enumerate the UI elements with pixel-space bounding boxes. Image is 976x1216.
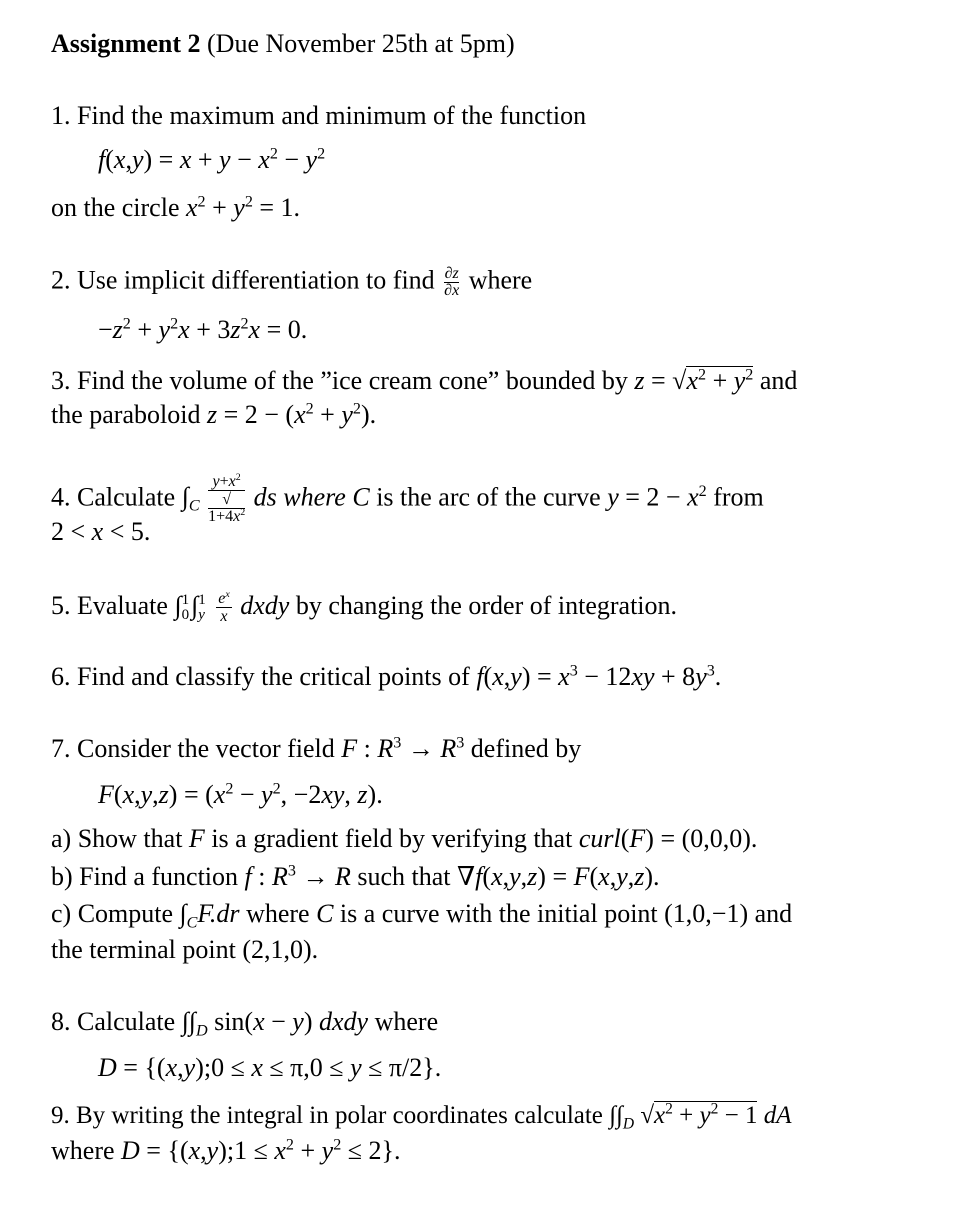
assignment-title: [51, 31, 515, 57]
q7-field: $F(x,y,z) = (x^2 - y^2$, −2xy, z).: [98, 780, 383, 809]
q6-line: 6. Find and classify the critical points of $f(x,y) = x^3 - 12xy + 8y^3$.: [51, 662, 722, 691]
q8-line1: 8. Calculate $\int\int_D$ sin(x − y) dxdy where: [51, 1007, 439, 1040]
q7-part-c: c) Compute $\int_CF.dr$ where C is a curve with the initial point (1,0,−1) and: [51, 899, 793, 932]
title-bold: Assignment 2: [51, 29, 201, 58]
q7-part-c-line2: the terminal point (2,1,0).: [51, 935, 319, 964]
q3-line1: 3. Find the volume of the ”ice cream cone” bounded by $z = √x^2 + y^2$ and: [51, 366, 798, 395]
q2-equation: $-z^2 + y^2x + 3z^2x = 0$.: [98, 315, 308, 344]
q7-part-a: a) Show that F is a gradient field by verifying that curl(F) = (0,0,0).: [51, 824, 758, 853]
q4-line2: 2 < x < 5.: [51, 517, 151, 546]
q2-intro: 2. Use implicit differentiation to find $\frac{\partial z}{\partial x}$ where: [51, 265, 533, 299]
partial-derivative: $\frac{\partial z}{\partial x}$: [444, 265, 460, 299]
q4-line1: 4. Calculate $\int_C$ $y+x^2$ √ $1+4x^2$ ds where C is the arc of the curve $y = 2 - x^2$ from: [51, 472, 764, 525]
integrand-fraction: $y+x^2$ √ $1+4x^2$: [208, 472, 246, 525]
sqrt: $√x^2 + y^2$: [672, 366, 754, 395]
q1-function: $f(x,y) = x + y - x^2 - y^2$: [98, 145, 326, 174]
q9-line2: where D = {(x,y);1 ≤ $x^2 + y^2 \le 2$}.: [51, 1136, 401, 1165]
q8-region: D = {(x,y);0 ≤ x ≤ π,0 ≤ y ≤ π/2}.: [98, 1053, 442, 1082]
q3-line2: the paraboloid $z = 2 - (x^2 + y^2)$.: [51, 400, 377, 429]
q1-intro: 1. Find the maximum and minimum of the function: [51, 101, 587, 130]
title-rest: (Due November 25th at 5pm): [200, 29, 515, 58]
q7-part-b: b) Find a function f : $R^3 \to R$ such that ∇f(x,y,z) = F(x,y,z).: [51, 862, 660, 891]
q5-line: 5. Evaluate ∫ 1 0 ∫ 1 y $\frac{e^x}{x}$ dxdy by changing the order of integration.: [51, 589, 678, 625]
q1-constraint: on the circle $x^2 + y^2 = 1$.: [51, 193, 301, 222]
q9-line1: 9. By writing the integral in polar coordinates calculate $\int\int_D$ $√x^2 + y^2 - 1$ dA: [51, 1100, 792, 1133]
q7-intro: 7. Consider the vector field F : $R^3 \to R^3$ defined by: [51, 734, 582, 763]
